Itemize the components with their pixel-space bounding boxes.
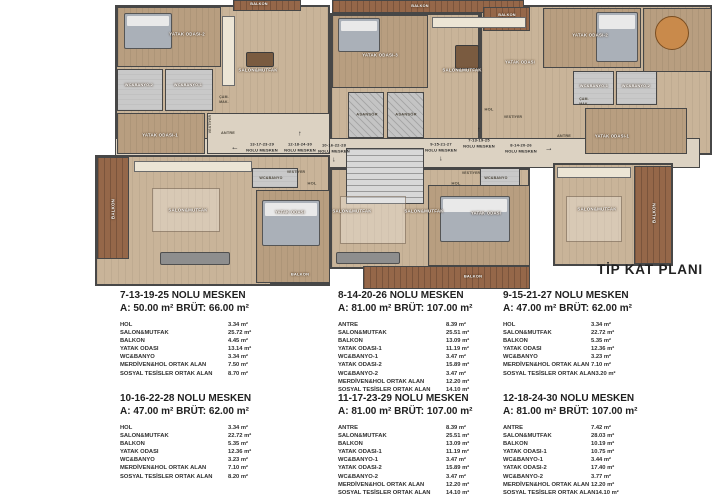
table-row	[503, 353, 665, 361]
row-value: 3.47 m²	[446, 370, 466, 377]
plan-label: MAK.	[579, 102, 589, 106]
table-row	[338, 321, 500, 329]
row-value: 11.19 m²	[446, 346, 469, 353]
table-row	[120, 456, 282, 464]
plan-label: 13-17-23-29	[250, 141, 274, 147]
table-rows	[120, 424, 282, 481]
table-row	[338, 473, 500, 481]
unit-table-8-14-20-26	[338, 290, 500, 394]
plan-title: TİP KAT PLANI	[597, 262, 703, 277]
row-value: 25.72 m²	[228, 330, 252, 337]
table-row	[120, 448, 282, 456]
row-value: 14.10 m²	[446, 386, 470, 393]
row-label: SOSYAL TESİSLER ORTAK ALAN	[503, 370, 596, 377]
plan-label: NOLU MESKEN	[284, 147, 316, 153]
table-row	[338, 378, 500, 386]
plan-label: VESTİYER	[461, 171, 481, 175]
row-label: YATAK ODASI	[120, 346, 159, 353]
plan-label: SALON&MUTFAK	[442, 67, 482, 73]
plan-label: HOL	[307, 180, 317, 186]
row-label: HOL	[503, 322, 516, 328]
row-label: ANTRE	[503, 425, 523, 431]
row-value: 3.23 m²	[228, 457, 248, 464]
row-value: 22.72 m²	[591, 330, 615, 337]
table-row	[338, 370, 500, 378]
table-row	[503, 370, 665, 378]
table-row	[120, 473, 282, 481]
plan-label: 7-13-19-25	[468, 137, 490, 143]
table-title: 11-17-23-29 NOLU MESKEN	[338, 393, 469, 404]
row-value: 12.36 m²	[591, 346, 615, 353]
table-row	[120, 432, 282, 440]
row-label: WC&BANYO-1	[338, 457, 378, 464]
plan-label: ASANSÖR	[395, 111, 417, 117]
table-row	[120, 321, 282, 329]
table-row	[503, 473, 665, 481]
plan-label: →	[544, 143, 554, 153]
row-label: SALON&MUTFAK	[338, 433, 387, 440]
table-subtitle: A: 47.00 m² BRÜT: 62.00 m²	[503, 303, 632, 314]
row-value: 28.03 m²	[591, 433, 615, 440]
plan-label: ↓	[332, 156, 336, 164]
row-value: 3.47 m²	[446, 457, 466, 464]
table-rows	[503, 424, 665, 497]
table-row	[120, 337, 282, 345]
row-label: WC&BANYO	[120, 457, 155, 464]
table-row	[120, 353, 282, 361]
plan-label: BALKON	[250, 2, 268, 6]
plan-label: 12-18-24-30	[288, 141, 312, 147]
plan-label: ↓	[439, 155, 443, 163]
row-value: 25.51 m²	[446, 330, 470, 337]
row-value: 10.19 m²	[591, 441, 615, 448]
row-value: 14.10 m²	[446, 489, 470, 496]
plan-label: YATAK ODASI	[470, 210, 502, 216]
row-value: 12.20 m²	[446, 378, 470, 385]
row-label: SOSYAL TESİSLER ORTAK ALAN	[120, 370, 213, 377]
row-label: BALKON	[503, 338, 528, 345]
plan-label: NOLU MESKEN	[463, 143, 495, 149]
table-row	[338, 448, 500, 456]
row-value: 13.09 m²	[446, 441, 470, 448]
table-row	[503, 464, 665, 472]
plan-label: YATAK ODASI	[504, 59, 536, 65]
table-row	[338, 424, 500, 432]
plan-label: HOL	[451, 180, 461, 186]
row-label: BALKON	[120, 338, 145, 345]
table-row	[503, 448, 665, 456]
row-label: BALKON	[338, 441, 363, 448]
plan-label: WC&BANYO-2	[124, 83, 154, 87]
row-label: YATAK ODASI	[503, 346, 542, 353]
table-row	[503, 489, 665, 497]
plan-label: YATAK ODASI-3	[362, 52, 398, 58]
plan-label: ÇAM.	[579, 97, 589, 101]
table-row	[503, 321, 665, 329]
row-value: 8.70 m²	[228, 370, 248, 377]
unit-table-12-18-24-30	[503, 393, 665, 497]
row-value: 5.35 m²	[591, 338, 611, 345]
table-row	[338, 353, 500, 361]
table-rows	[503, 321, 665, 378]
row-label: YATAK ODASI-2	[338, 465, 382, 472]
row-value: 3.34 m²	[228, 425, 248, 431]
row-value: 12.20 m²	[446, 481, 470, 488]
plan-label: SALON&MUTFAK	[577, 206, 617, 212]
plan-label: ↑	[298, 130, 302, 138]
row-value: 4.45 m²	[228, 338, 248, 345]
plan-label: ←	[230, 142, 240, 152]
row-label: MERDİVEN&HOL ORTAK ALAN	[120, 362, 207, 369]
table-subtitle: A: 50.00 m² BRÜT: 66.00 m²	[120, 303, 249, 314]
row-value: 10.75 m²	[591, 449, 615, 456]
unit-table-10-16-22-28	[120, 393, 282, 481]
plan-label: ANTRE	[556, 134, 572, 138]
plan-label: NOLU MESKEN	[318, 148, 350, 154]
row-label: SOSYAL TESİSLER ORTAK ALAN	[503, 489, 596, 496]
row-label: YATAK ODASI-1	[503, 449, 547, 456]
row-value: 3.20 m²	[595, 370, 616, 377]
table-row	[338, 432, 500, 440]
table-row	[338, 456, 500, 464]
table-subtitle: A: 81.00 m² BRÜT: 107.00 m²	[338, 406, 473, 417]
plan-label: YATAK ODASI-1	[594, 133, 630, 139]
row-label: YATAK ODASI-1	[338, 346, 382, 353]
row-value: 3.23 m²	[591, 354, 611, 361]
table-row	[503, 456, 665, 464]
row-value: 25.51 m²	[446, 433, 470, 440]
plan-label: SALON&MUTFAK	[238, 67, 278, 73]
table-row	[338, 329, 500, 337]
plan-label: BALKON	[651, 203, 657, 223]
row-label: SALON&MUTFAK	[120, 433, 169, 440]
row-value: 3.34 m²	[228, 354, 248, 361]
row-value: 13.09 m²	[446, 338, 470, 345]
plan-label: NOLU MESKEN	[246, 147, 278, 153]
table-title: 8-14-20-26 NOLU MESKEN	[338, 290, 464, 301]
row-value: 8.39 m²	[446, 322, 466, 328]
row-label: BALKON	[338, 338, 363, 345]
table-title: 9-15-21-27 NOLU MESKEN	[503, 290, 629, 301]
row-value: 12.36 m²	[228, 449, 252, 456]
plan-label: BALKON	[110, 199, 116, 219]
plan-label: WC&BANYO-1	[579, 84, 609, 88]
table-row	[503, 329, 665, 337]
table-row	[503, 345, 665, 353]
table-row	[120, 370, 282, 378]
plan-label: VESTİYER	[286, 170, 306, 174]
plan-label: YATAK ODASI-2	[169, 31, 205, 37]
row-value: 7.10 m²	[591, 362, 611, 369]
row-label: YATAK ODASI-2	[503, 465, 547, 472]
row-label: ANTRE	[338, 322, 358, 328]
row-label: SALON&MUTFAK	[503, 330, 552, 337]
plan-label: WC&BANYO	[484, 176, 508, 180]
row-value: 7.50 m²	[228, 362, 248, 369]
row-label: YATAK ODASI-1	[338, 449, 382, 456]
table-row	[338, 489, 500, 497]
row-label: SOSYAL TESİSLER ORTAK ALAN	[338, 489, 431, 496]
unit-table-9-15-21-27	[503, 290, 665, 378]
table-subtitle: A: 81.00 m² BRÜT: 107.00 m²	[503, 406, 638, 417]
table-title: 12-18-24-30 NOLU MESKEN	[503, 393, 635, 404]
row-value: 12.20 m²	[591, 481, 615, 488]
plan-label: YATAK ODASI-1	[142, 132, 178, 138]
row-label: WC&BANYO-2	[338, 473, 378, 480]
row-value: 7.42 m²	[591, 425, 611, 431]
row-label: WC&BANYO-1	[338, 354, 378, 361]
plan-label: ANTRE	[220, 131, 236, 135]
row-label: SOSYAL TESİSLER ORTAK ALAN	[120, 473, 213, 480]
row-value: 3.34 m²	[228, 322, 248, 328]
plan-label: BALKON	[411, 4, 429, 8]
row-label: MERDİVEN&HOL ORTAK ALAN	[120, 465, 207, 472]
row-value: 5.35 m²	[228, 441, 248, 448]
plan-label: BALKON	[290, 271, 310, 277]
row-label: BALKON	[120, 441, 145, 448]
table-rows	[120, 321, 282, 378]
plan-label: BALKON	[463, 273, 483, 279]
plan-label: WC&BANYO-2	[621, 84, 651, 88]
plan-label: ASANSÖR	[356, 111, 378, 117]
table-row	[503, 432, 665, 440]
row-value: 13.14 m²	[228, 346, 252, 353]
row-value: 17.40 m²	[591, 465, 615, 472]
table-row	[338, 440, 500, 448]
row-value: 3.44 m²	[591, 457, 611, 464]
row-value: 15.89 m²	[446, 362, 470, 369]
plan-label: SALON&MUTFAK	[332, 208, 372, 214]
table-row	[120, 424, 282, 432]
row-label: HOL	[120, 425, 133, 431]
row-label: MERDİVEN&HOL ORTAK ALAN	[338, 378, 425, 385]
row-label: MERDİVEN&HOL ORTAK ALAN	[503, 481, 590, 488]
plan-label: WC&BANYO-1	[173, 83, 203, 87]
row-label: WC&BANYO	[120, 354, 155, 361]
unit-table-11-17-23-29	[338, 393, 500, 497]
row-label: SALON&MUTFAK	[338, 330, 387, 337]
row-value: 8.39 m²	[446, 425, 466, 431]
table-title: 7-13-19-25 NOLU MESKEN	[120, 290, 246, 301]
table-row	[120, 329, 282, 337]
row-value: 11.19 m²	[446, 449, 469, 456]
plan-label: ↑	[477, 126, 481, 134]
plan-label: HOL	[484, 106, 494, 112]
table-subtitle: A: 81.00 m² BRÜT: 107.00 m²	[338, 303, 473, 314]
row-label: WC&BANYO-1	[503, 457, 543, 464]
row-value: 3.47 m²	[446, 473, 466, 480]
plan-label: 8-14-20-26	[510, 142, 532, 148]
table-row	[120, 464, 282, 472]
table-row	[503, 361, 665, 369]
plan-label: SALON&MUTFAK	[168, 207, 208, 213]
row-label: YATAK ODASI	[120, 449, 159, 456]
table-row	[503, 337, 665, 345]
table-row	[503, 424, 665, 432]
row-value: 15.89 m²	[446, 465, 470, 472]
table-row	[338, 464, 500, 472]
row-label: MERDİVEN&HOL ORTAK ALAN	[338, 481, 425, 488]
row-label: SALON&MUTFAK	[503, 433, 552, 440]
unit-table-7-13-19-25	[120, 290, 282, 378]
row-label: MERDİVEN&HOL ORTAK ALAN	[503, 362, 590, 369]
plan-label: YATAK ODASI-2	[572, 32, 608, 38]
plan-label: NOLU MESKEN	[505, 148, 537, 154]
table-row	[338, 345, 500, 353]
table-row	[338, 361, 500, 369]
row-label: HOL	[120, 322, 133, 328]
row-label: ANTRE	[338, 425, 358, 431]
table-rows	[338, 321, 500, 394]
row-label: WC&BANYO	[503, 354, 538, 361]
plan-label: ÇAM.	[219, 95, 229, 99]
row-value: 14.10 m²	[595, 489, 619, 496]
table-row	[120, 345, 282, 353]
row-label: YATAK ODASI-2	[338, 362, 382, 369]
row-value: 22.72 m²	[228, 433, 252, 440]
row-label: SOSYAL TESİSLER ORTAK ALAN	[338, 386, 431, 393]
row-label: WC&BANYO-2	[503, 473, 543, 480]
plan-label: VESTİYER	[503, 115, 523, 119]
row-value: 3.47 m²	[446, 354, 466, 361]
plan-label: SALON&MUTFAK	[404, 208, 444, 214]
row-value: 8.20 m²	[228, 473, 248, 480]
plan-label: 10-16-22-28	[322, 142, 346, 148]
plan-label: BALKON	[498, 13, 516, 17]
row-value: 7.10 m²	[228, 465, 248, 472]
plan-label: 9-15-21-27	[430, 141, 452, 147]
row-label: SALON&MUTFAK	[120, 330, 169, 337]
row-label: WC&BANYO-2	[338, 370, 378, 377]
plan-label: MAK.	[219, 100, 229, 104]
row-value: 3.77 m²	[591, 473, 611, 480]
table-row	[338, 337, 500, 345]
table-row	[120, 440, 282, 448]
table-row	[120, 361, 282, 369]
plan-label: YATAK ODASI	[274, 209, 306, 215]
table-row	[503, 440, 665, 448]
row-value: 3.34 m²	[591, 322, 611, 328]
plan-label: VESTİYER	[208, 114, 212, 134]
table-rows	[338, 424, 500, 497]
table-subtitle: A: 47.00 m² BRÜT: 62.00 m²	[120, 406, 249, 417]
plan-label: WC&BANYO	[259, 176, 283, 180]
plan-label: NOLU MESKEN	[425, 147, 457, 153]
row-label: BALKON	[503, 441, 528, 448]
table-title: 10-16-22-28 NOLU MESKEN	[120, 393, 252, 404]
